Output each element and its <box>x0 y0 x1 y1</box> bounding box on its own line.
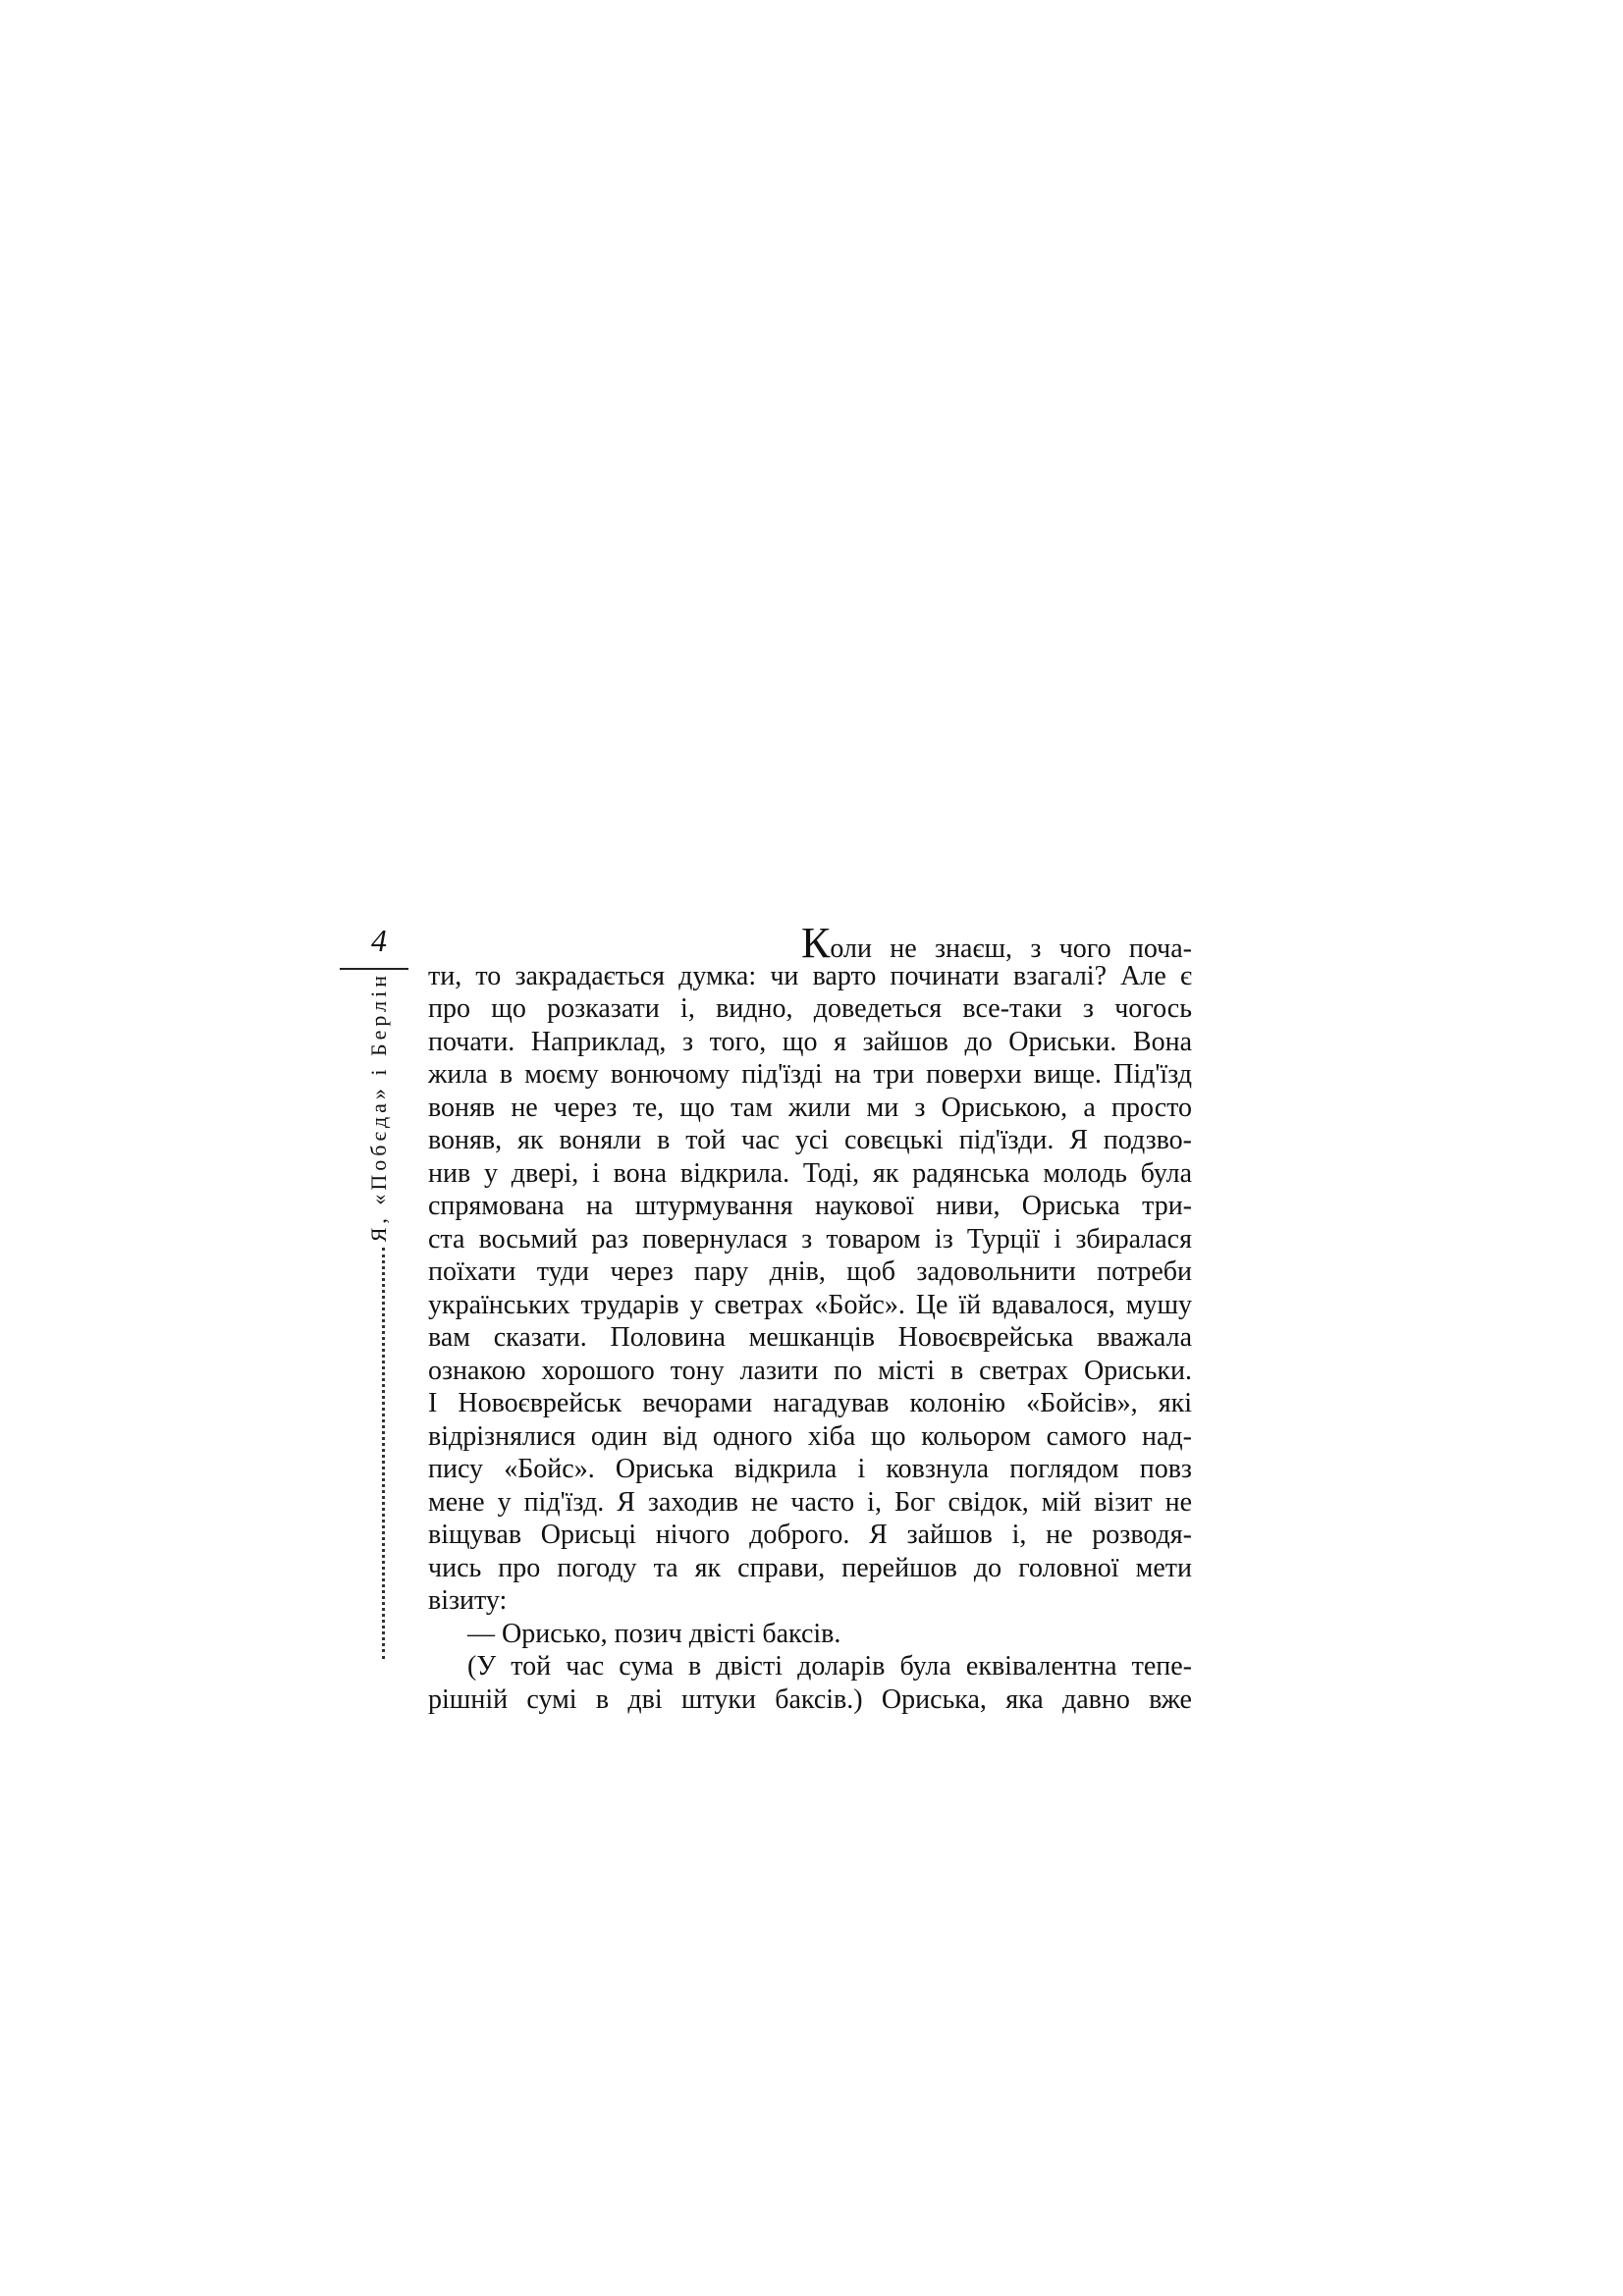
text-line: ознакою хорошого тону лазити по місті в светрах Ориськи. <box>428 1355 1192 1386</box>
text-line: українських трударів у светрах «Бойс». Це їй вдавалося, мушу <box>428 1289 1192 1320</box>
text-line: чись про погоду та як справи, перейшов до головної мети <box>428 1552 1192 1583</box>
text-line: (У той час сума в двісті доларів була еквівалентна тепе- <box>467 1651 1192 1682</box>
text-line: воняв не через те, що там жили ми з Ориською, а просто <box>428 1092 1192 1123</box>
page-number: 4 <box>371 923 387 958</box>
margin-rule <box>340 968 408 970</box>
text-line: І Новоєврейськ вечорами нагадував колонію «Бойсів», які <box>428 1388 1192 1418</box>
body-text <box>428 919 1192 1716</box>
text-line: спрямована на штурмування наукової ниви, Ориська три- <box>428 1191 1192 1221</box>
text-line: пису «Бойс». Ориська відкрила і ковзнула поглядом повз <box>428 1454 1192 1484</box>
text-line: Коли не знаєш, з чого поча- <box>801 919 1192 967</box>
text-line: вам сказати. Половина мешканців Новоєврейська вважала <box>428 1322 1192 1353</box>
text-line: жила в моєму вонючому під'їзді на три поверхи вище. Під'їзд <box>428 1059 1192 1090</box>
text-line: воняв, як воняли в той час усі совєцькі під'їзди. Я подзво- <box>428 1125 1192 1155</box>
dot-leader <box>382 1248 385 1659</box>
text-line: почати. Наприклад, з того, що я зайшов до Ориськи. Вона <box>428 1026 1192 1057</box>
text-line: про що розказати і, видно, доведеться все-таки з чогось <box>428 993 1192 1024</box>
text-line: рішній сумі в дві штуки баксів.) Ориська, яка давно вже <box>428 1683 1192 1715</box>
drop-cap: К <box>801 919 831 967</box>
text-line: віщував Орисьці нічого доброго. Я зайшов і, не розводя- <box>428 1520 1192 1550</box>
text-line: ста восьмий раз повернулася з товаром із Турції і збиралася <box>428 1223 1192 1255</box>
text-line: поїхати туди через пару днів, щоб задовольнити потреби <box>428 1256 1192 1287</box>
text-line: мене у під'їзд. Я заходив не часто і, Бог свідок, мій візит не <box>428 1486 1192 1518</box>
text-line: візиту: <box>428 1585 508 1616</box>
running-head <box>359 972 399 1659</box>
text-line: відрізнялися один від одного хіба що кольором самого над- <box>428 1420 1192 1452</box>
text-line: ти, то закрадається думка: чи варто починати взагалі? Але є <box>428 960 1192 991</box>
text-line: нив у двері, і вона відкрила. Тоді, як радянська молодь була <box>428 1157 1192 1189</box>
running-head-title: Я, «Побєда» і Берлін <box>366 972 391 1243</box>
dialogue-line: — Орисько, позич двісті баксів. <box>467 1618 841 1649</box>
